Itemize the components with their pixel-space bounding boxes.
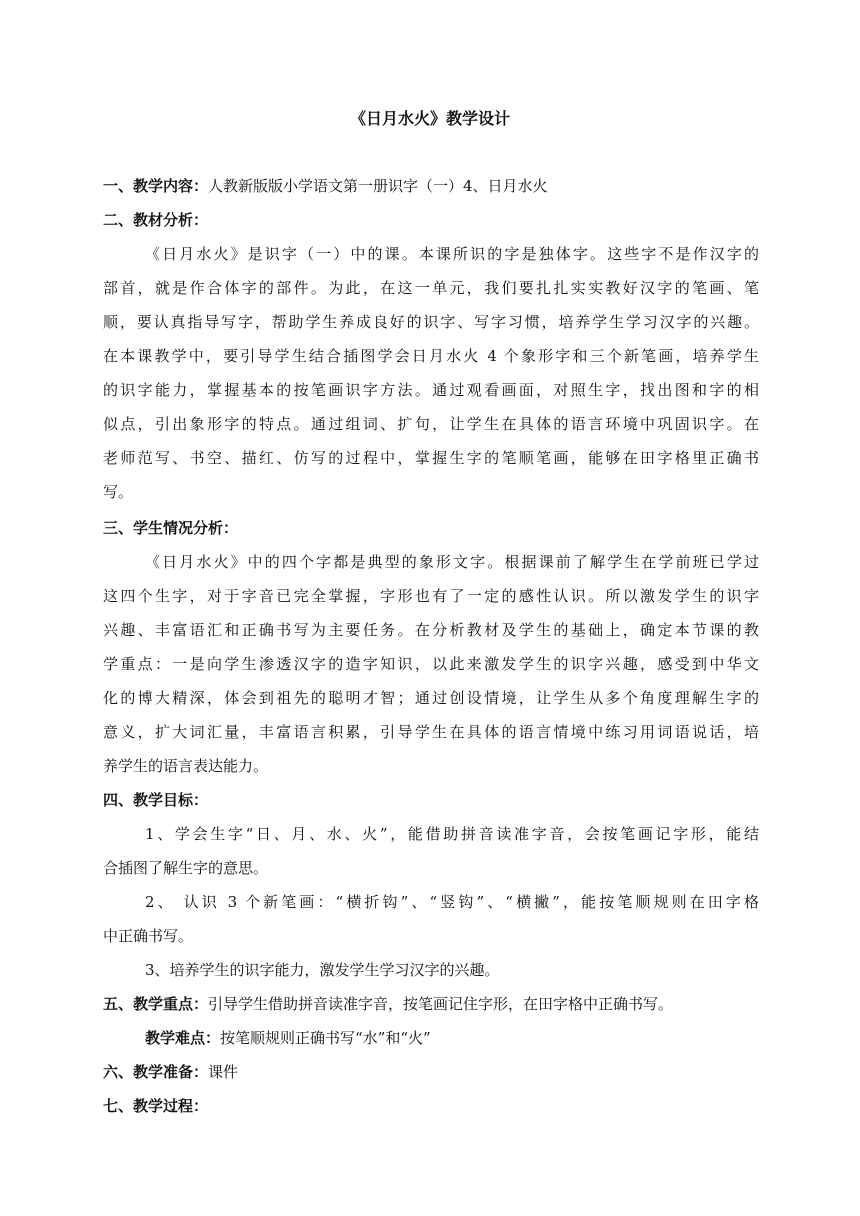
paragraph-line: 写。 bbox=[103, 483, 134, 501]
goal-line: 合插图了解生字的意思。 bbox=[103, 859, 269, 877]
paragraph-line: 这四个生字，对于字音已完全掌握，字形也有了一定的感性认识。所以激发学生的识字 bbox=[103, 587, 759, 605]
paragraph-line: 养学生的语言表达能力。 bbox=[103, 757, 269, 775]
section-difficulties bbox=[145, 1026, 759, 1050]
paragraph-line: 老师范写、书空、描红、仿写的过程中，掌握生字的笔顺笔画，能够在田字格里正确书 bbox=[103, 449, 759, 467]
paragraph-line: 部首，就是作合体字的部件。为此，在这一单元，我们要扎扎实实教好汉字的笔画、笔 bbox=[103, 279, 759, 297]
section-heading: 一、教学内容： bbox=[103, 177, 209, 195]
document-title: 《日月水火》教学设计 bbox=[349, 109, 510, 128]
paragraph-line: 在本课教学中，要引导学生结合插图学会日月水火 4 个象形字和三个新笔画，培养学生 bbox=[103, 347, 759, 365]
paragraph-line: 《日月水火》是识字（一）中的课。本课所识的字是独体字。这些字不是作汉字的 bbox=[145, 245, 759, 263]
section-heading: 六、教学准备： bbox=[103, 1063, 209, 1081]
section-key-points bbox=[103, 992, 759, 1016]
sub-heading: 教学难点： bbox=[145, 1029, 221, 1047]
section-text: 引导学生借助拼音读准字音，按笔画记住字形，在田字格中正确书写。 bbox=[208, 995, 674, 1013]
paragraph-line: 学重点：一是向学生渗透汉字的造字知识，以此来激发学生的识字兴趣，感受到中华文 bbox=[103, 655, 759, 673]
paragraph-line: 化的博大精深，体会到祖先的聪明才智；通过创设情境，让学生从多个角度理解生字的 bbox=[103, 689, 759, 707]
paragraph-line: 的识字能力，掌握基本的按笔画识字方法。通过观看画面，对照生字，找出图和字的相 bbox=[103, 381, 759, 399]
paragraph-line: 顺，要认真指导写字，帮助学生养成良好的识字、写字习惯，培养学生学习汉字的兴趣。 bbox=[103, 313, 759, 331]
goal-line: 2、 认识 3 个新笔画：“横折钩”、“竖钩”、“横撇”，能按笔顺规则在田字格 bbox=[145, 893, 759, 911]
paragraph-line: 《日月水火》中的四个字都是典型的象形文字。根据课前了解学生在学前班已学过 bbox=[145, 553, 759, 571]
goal-line: 3、培养学生的识字能力，激发学生学习汉字的兴趣。 bbox=[145, 961, 500, 979]
section-text: 人教新版版小学语文第一册识字（一）4、日月水火 bbox=[208, 177, 548, 195]
section-heading: 七、教学过程： bbox=[103, 1097, 209, 1115]
goal-line: 中正确书写。 bbox=[103, 927, 194, 945]
section-teaching-content bbox=[103, 174, 759, 198]
section-heading: 三、学生情况分析： bbox=[103, 519, 239, 537]
section-heading: 二、教材分析： bbox=[103, 211, 209, 229]
paragraph-line: 意义，扩大词汇量，丰富语言积累，引导学生在具体的语言情境中练习用词语说话，培 bbox=[103, 723, 759, 741]
paragraph-line: 似点，引出象形字的特点。通过组词、扩句，让学生在具体的语言环境中巩固识字。在 bbox=[103, 415, 759, 433]
goal-line: 1、学会生字“日、月、水、火”，能借助拼音读准字音，会按笔画记字形，能结 bbox=[145, 825, 759, 843]
section-heading: 五、教学重点： bbox=[103, 995, 209, 1013]
paragraph-line: 兴趣、丰富语汇和正确书写为主要任务。在分析教材及学生的基础上，确定本节课的教 bbox=[103, 621, 759, 639]
section-text: 按笔顺规则正确书写“水”和“火” bbox=[220, 1029, 431, 1047]
section-preparation bbox=[103, 1060, 759, 1084]
section-text: 课件 bbox=[208, 1063, 239, 1081]
section-heading: 四、教学目标： bbox=[103, 791, 209, 809]
